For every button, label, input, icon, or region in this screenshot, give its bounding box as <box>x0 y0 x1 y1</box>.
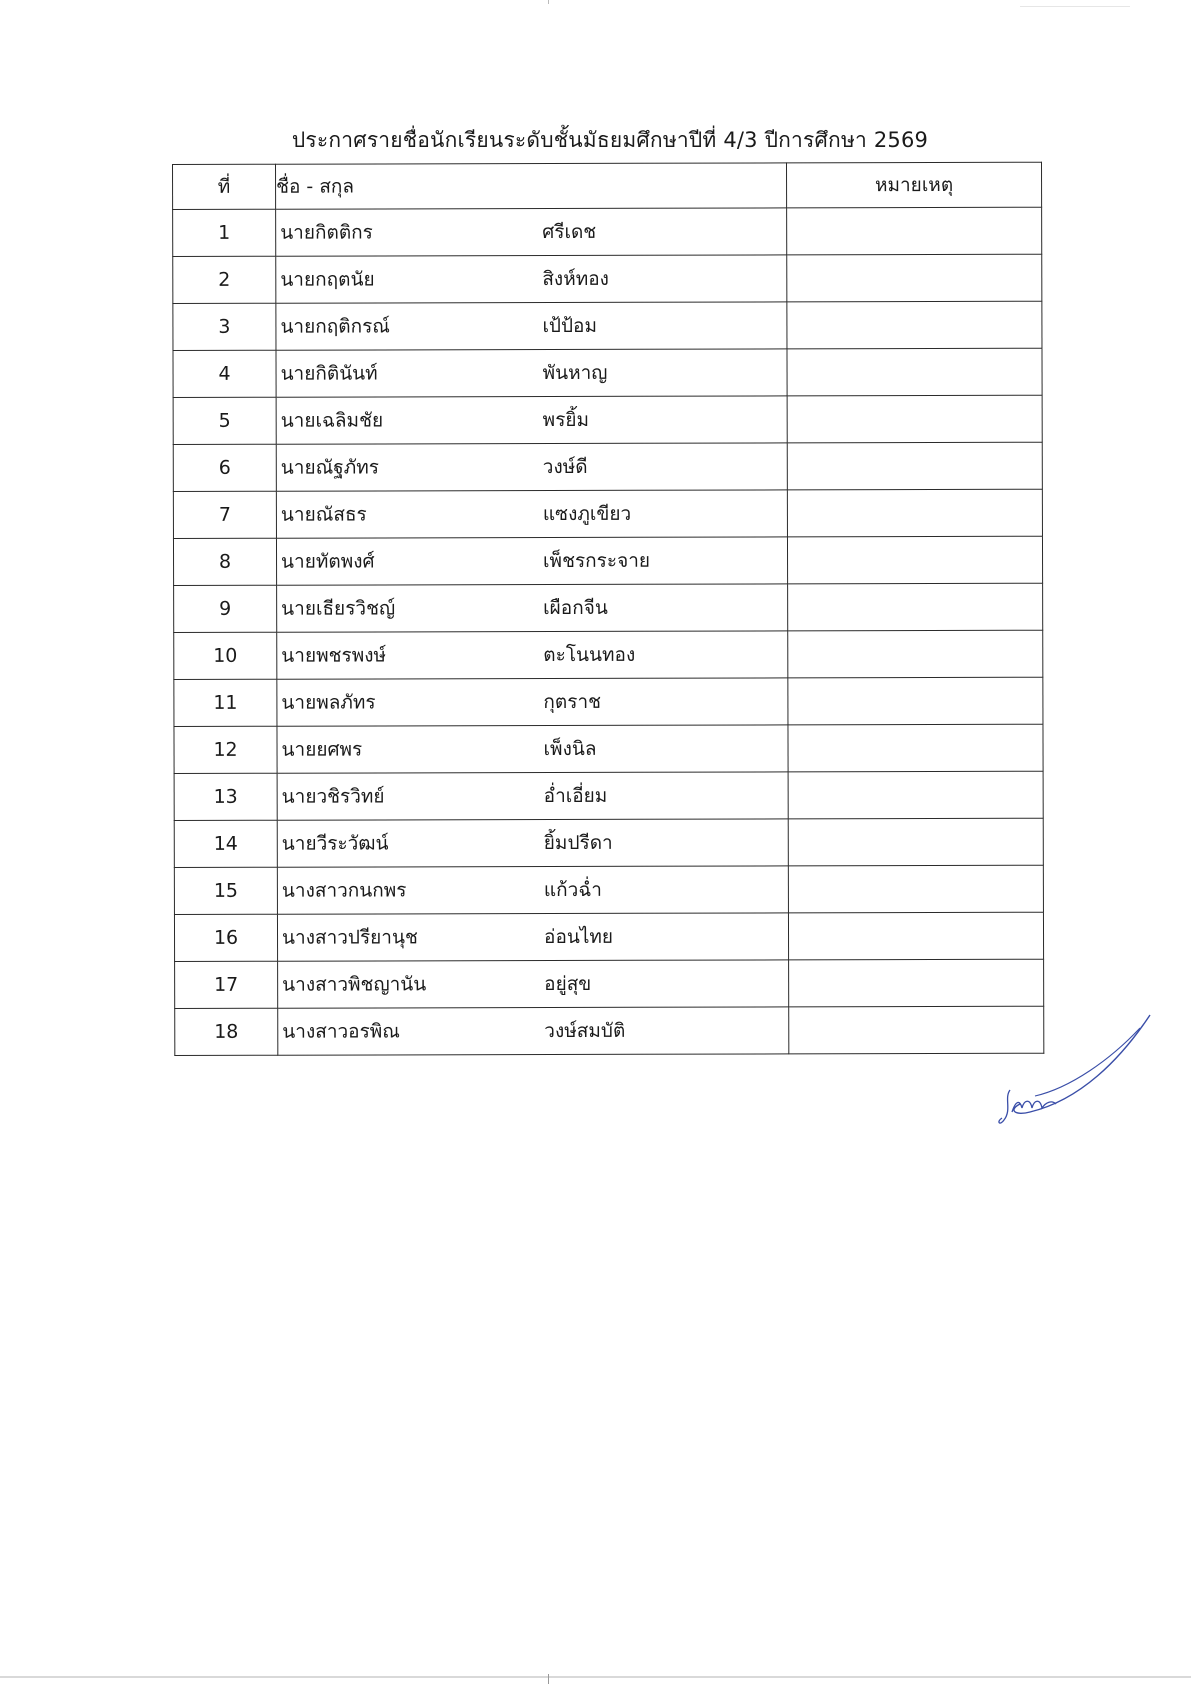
family-name: กุตราช <box>543 690 602 714</box>
note-cell <box>787 442 1042 490</box>
student-name-cell <box>278 960 789 1008</box>
note-cell <box>788 630 1043 678</box>
given-name: นางสาวอรพิณ <box>282 1020 400 1043</box>
student-name-cell <box>278 1007 789 1055</box>
student-name-cell <box>277 725 788 773</box>
family-name: วงษ์ดี <box>542 455 588 479</box>
table-row <box>174 630 1043 679</box>
family-name: แก้วฉ่ำ <box>543 878 602 902</box>
student-name-cell <box>277 631 788 679</box>
student-name-cell <box>277 819 788 867</box>
table-row <box>174 583 1043 632</box>
signature-mark <box>990 1000 1160 1130</box>
family-name: วงษ์สมบัติ <box>544 1019 626 1043</box>
student-name-cell <box>277 772 788 820</box>
row-number: 4 <box>173 350 276 397</box>
header-note: หมายเหตุ <box>786 162 1041 208</box>
family-name: อ่ำเอี่ยม <box>543 784 608 808</box>
note-cell <box>788 677 1043 725</box>
family-name: อ่อนไทย <box>543 925 614 949</box>
table-row <box>174 818 1043 867</box>
family-name: เผือกจีน <box>543 596 608 620</box>
table-row <box>173 254 1042 303</box>
row-number: 13 <box>174 773 277 820</box>
student-name-cell <box>276 490 787 538</box>
family-name: พันหาญ <box>542 361 608 385</box>
scan-artifact <box>1020 6 1130 7</box>
student-roster-table <box>172 162 1044 1056</box>
given-name: นายทัตพงศ์ <box>281 550 375 573</box>
given-name: นายพชรพงษ์ <box>281 644 387 667</box>
family-name: เพ็ชรกระจาย <box>543 549 651 573</box>
row-number: 14 <box>174 820 277 867</box>
row-number: 16 <box>174 914 277 961</box>
row-number: 10 <box>174 632 277 679</box>
table-row <box>174 677 1043 726</box>
given-name: นายวชิรวิทย์ <box>281 785 385 808</box>
table-row <box>173 536 1042 585</box>
row-number: 17 <box>175 961 278 1008</box>
note-cell <box>787 489 1042 537</box>
family-name: พรยิ้ม <box>542 408 590 432</box>
family-name: สิงห์ทอง <box>542 267 609 291</box>
student-name-cell <box>276 302 787 350</box>
row-number: 1 <box>173 209 276 256</box>
note-cell <box>788 912 1043 960</box>
table-header-row <box>173 162 1042 209</box>
given-name: นายณัสธร <box>280 503 367 526</box>
student-name-cell <box>276 349 787 397</box>
student-name-cell <box>277 678 788 726</box>
student-name-cell <box>277 913 788 961</box>
table-row <box>173 442 1042 491</box>
note-cell <box>788 583 1043 631</box>
row-number: 8 <box>173 538 276 585</box>
note-cell <box>787 254 1042 302</box>
row-number: 7 <box>173 491 276 538</box>
given-name: นายกิตติกร <box>280 221 373 244</box>
table-row <box>174 865 1043 914</box>
table-row <box>175 959 1044 1008</box>
note-cell <box>788 724 1043 772</box>
table-row <box>175 1006 1044 1055</box>
note-cell <box>787 301 1042 349</box>
row-number: 18 <box>175 1008 278 1055</box>
table-row <box>174 912 1043 961</box>
row-number: 15 <box>174 867 277 914</box>
given-name: นายพลภัทร <box>281 691 376 714</box>
table-row <box>173 348 1042 397</box>
student-name-cell <box>276 537 787 585</box>
table-row <box>173 489 1042 538</box>
family-name: ศรีเดช <box>542 220 597 244</box>
row-number: 11 <box>174 679 277 726</box>
note-cell <box>787 536 1042 584</box>
given-name: นายกฤตนัย <box>280 268 375 291</box>
table-row <box>174 771 1043 820</box>
note-cell <box>787 348 1042 396</box>
table-body <box>173 207 1044 1055</box>
table-row <box>173 395 1042 444</box>
given-name: นายกิตินันท์ <box>280 362 378 385</box>
student-name-cell <box>277 584 788 632</box>
given-name: นายกฤติกรณ์ <box>280 315 390 338</box>
family-name: เป้ป้อม <box>542 314 598 338</box>
note-cell <box>788 771 1043 819</box>
given-name: นางสาวพิชญานัน <box>282 973 427 996</box>
family-name: แซงภูเขียว <box>542 502 632 526</box>
given-name: นายณัฐภัทร <box>280 456 379 479</box>
student-name-cell <box>276 396 787 444</box>
table-row <box>174 724 1043 773</box>
document-title: ประกาศรายชื่อนักเรียนระดับชั้นมัธยมศึกษาปีที่ 4/3 ปีการศึกษา 2569 <box>291 128 929 152</box>
row-number: 9 <box>174 585 277 632</box>
given-name: นายเฉลิมชัย <box>280 409 384 432</box>
student-name-cell <box>277 866 788 914</box>
student-name-cell <box>276 208 787 256</box>
note-cell <box>788 865 1043 913</box>
note-cell <box>787 207 1042 255</box>
header-name: ชื่อ - สกุล <box>276 163 787 209</box>
family-name: ยิ้มปรีดา <box>543 831 613 855</box>
given-name: นายเธียรวิชญ์ <box>281 597 396 620</box>
student-name-cell <box>276 255 787 303</box>
row-number: 12 <box>174 726 277 773</box>
row-number: 2 <box>173 256 276 303</box>
given-name: นางสาวกนกพร <box>281 879 407 902</box>
row-number: 6 <box>173 444 276 491</box>
family-name: อยู่สุข <box>544 972 592 996</box>
scan-artifact <box>548 0 549 4</box>
scan-artifact <box>0 1676 1191 1678</box>
scan-artifact <box>548 1674 549 1684</box>
table-row <box>173 207 1042 256</box>
note-cell <box>787 395 1042 443</box>
table-row <box>173 301 1042 350</box>
family-name: เพ็งนิล <box>543 737 597 761</box>
given-name: นายยศพร <box>281 738 363 761</box>
row-number: 5 <box>173 397 276 444</box>
given-name: นางสาวปรียานุช <box>281 926 418 949</box>
student-name-cell <box>276 443 787 491</box>
family-name: ตะโนนทอง <box>543 643 636 667</box>
row-number: 3 <box>173 303 276 350</box>
note-cell <box>788 818 1043 866</box>
given-name: นายวีระวัฒน์ <box>281 832 389 855</box>
header-no: ที่ <box>173 164 276 209</box>
